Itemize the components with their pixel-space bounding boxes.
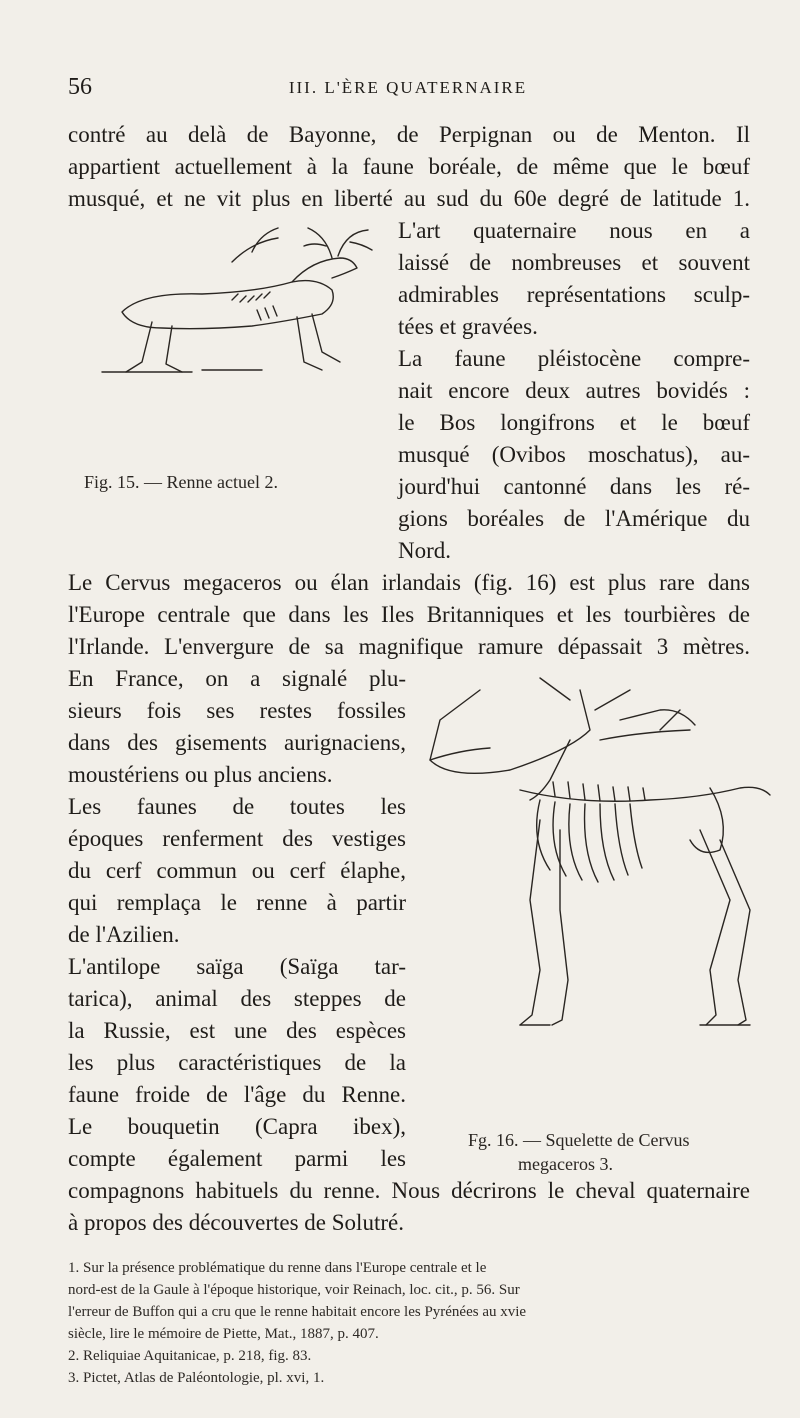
text-line: Le bouquetin (Capra ibex), [68,1114,406,1139]
reindeer-illustration [82,222,382,382]
text-line: contré au delà de Bayonne, de Perpignan ou de Menton. Il [68,122,750,147]
text-line: En France, on a signalé plu- [68,666,406,691]
page-header [68,74,748,106]
figure-15-caption: Fig. 15. — Renne actuel 2. [84,472,278,492]
footnote: 2. Reliquiae Aquitanicae, p. 218, fig. 83. [68,1348,312,1364]
footnote: nord-est de la Gaule à l'époque historique, voir Reinach, loc. cit., p. 56. Sur [68,1282,520,1298]
text-line: dans des gisements aurignaciens, [68,730,406,755]
text-line: l'Europe centrale que dans les Iles Britanniques et les tourbières de [68,602,750,627]
text-line: l'Irlande. L'envergure de sa magnifique ramure dépassait 3 mètres. [68,634,750,659]
text-line: admirables représentations sculp- [398,282,750,307]
footnote: siècle, lire le mémoire de Piette, Mat., 1887, p. 407. [68,1326,379,1342]
text-line: époques renferment des vestiges [68,826,406,851]
text-line: nait encore deux autres bovidés : [398,378,750,403]
figure-16-caption-line-1: Fg. 16. — Squelette de Cervus [468,1130,690,1150]
figure-16-caption-line-2: megaceros 3. [518,1154,613,1174]
text-line: musqué, et ne vit plus en liberté au sud du 60e degré de latitude 1. [68,186,750,211]
text-line: le Bos longifrons et le bœuf [398,410,750,435]
text-line: L'antilope saïga (Saïga tar- [68,954,406,979]
text-line: faune froide de l'âge du Renne. [68,1082,406,1107]
text-line: musqué (Ovibos moschatus), au- [398,442,750,467]
text-line: qui remplaça le renne à partir [68,890,406,915]
megaceros-skeleton-illustration [420,670,780,1030]
footnote: l'erreur de Buffon qui a cru que le renne habitait encore les Pyrénées au xvie [68,1304,527,1320]
text-line: à propos des découvertes de Solutré. [68,1210,404,1235]
text-line: appartient actuellement à la faune boréale, de même que le bœuf [68,154,750,179]
text-line: compte également parmi les [68,1146,406,1171]
text-line: la Russie, est une des espèces [68,1018,406,1043]
text-line: les plus caractéristiques de la [68,1050,406,1075]
text-line: tées et gravées. [398,314,538,339]
text-line: gions boréales de l'Amérique du [398,506,750,531]
text-line: Le Cervus megaceros ou élan irlandais (fig. 16) est plus rare dans [68,570,750,595]
text-line: laissé de nombreuses et souvent [398,250,750,275]
footnote: 3. Pictet, Atlas de Paléontologie, pl. xvi, 1. [68,1370,325,1386]
text-line: L'art quaternaire nous en a [398,218,750,243]
text-line: moustériens ou plus anciens. [68,762,333,787]
text-line: La faune pléistocène compre- [398,346,750,371]
text-line: Les faunes de toutes les [68,794,406,819]
text-line: de l'Azilien. [68,922,180,947]
running-head: III. L'ÈRE QUATERNAIRE [288,78,528,97]
text-line: Nord. [398,538,452,563]
text-line: du cerf commun ou cerf élaphe, [68,858,406,883]
text-line: tarica), animal des steppes de [68,986,406,1011]
text-line: jourd'hui cantonné dans les ré- [398,474,750,499]
footnote: 1. Sur la présence problématique du renne dans l'Europe centrale et le [68,1260,487,1276]
text-line: compagnons habituels du renne. Nous décrirons le cheval quaternaire [68,1178,750,1203]
text-line: sieurs fois ses restes fossiles [68,698,406,723]
page-number: 56 [68,74,92,100]
